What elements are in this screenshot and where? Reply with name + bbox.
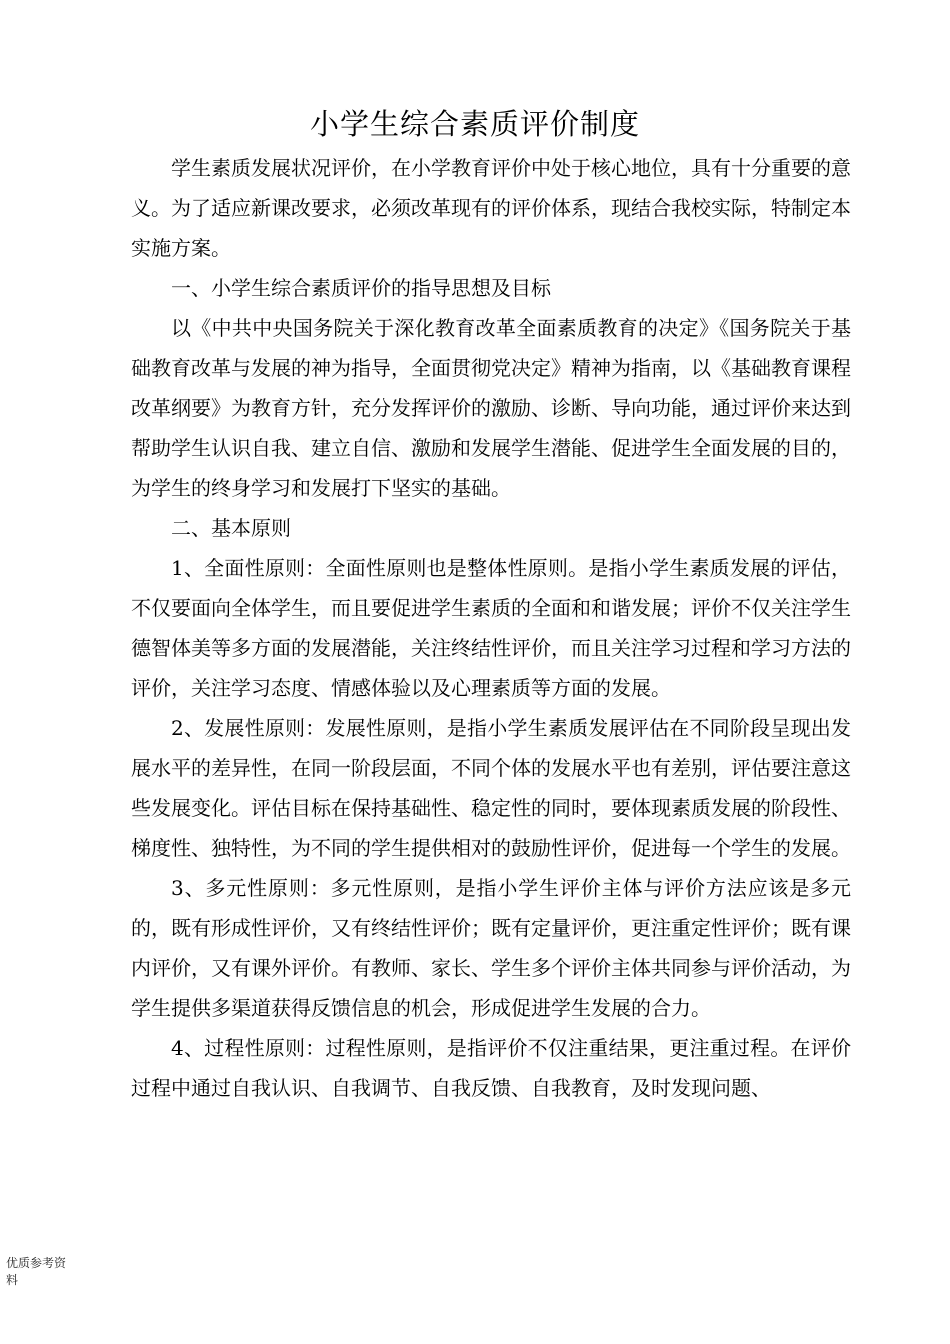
- intro-paragraph: 学生素质发展状况评价，在小学教育评价中处于核心地位，具有十分重要的意义。为了适应新课改要求，必须改革现有的评价体系，现结合我校实际，特制定本实施方案。: [131, 156, 851, 260]
- footer-line-1: 优质参考资: [6, 1256, 67, 1270]
- footer-line-2: 料: [6, 1273, 19, 1287]
- section-heading-2: 二、基本原则: [171, 516, 291, 540]
- document-title: 小学生综合素质评价制度: [309, 107, 640, 141]
- footer-note: [6, 1255, 78, 1289]
- principle-comprehensive-paragraph: 1、全面性原则：全面性原则也是整体性原则。是指小学生素质发展的评估，不仅要面向全体学生，而且要促进学生素质的全面和和谐发展；评价不仅关注学生德智体美等多方面的发展潜能，关注终结性评价，而且关注学习过程和学习方法的评价，关注学习态度、情感体验以及心理素质等方面的发展。: [131, 556, 851, 700]
- principle-process-paragraph: 4、过程性原则：过程性原则，是指评价不仅注重结果，更注重过程。在评价过程中通过自我认识、自我调节、自我反馈、自我教育，及时发现问题、: [131, 1036, 851, 1100]
- principle-pluralistic-paragraph: 3、多元性原则：多元性原则，是指小学生评价主体与评价方法应该是多元的，既有形成性评价，又有终结性评价；既有定量评价，更注重定性评价；既有课内评价，又有课外评价。有教师、家长、学生多个评价主体共同参与评价活动，为学生提供多渠道获得反馈信息的机会，形成促进学生发展的合力。: [131, 876, 851, 1020]
- guiding-ideology-paragraph: 以《中共中央国务院关于深化教育改革全面素质教育的决定》《国务院关于基础教育改革与发展的神为指导，全面贯彻党决定》精神为指南，以《基础教育课程改革纲要》为教育方针，充分发挥评价的激励、诊断、导向功能，通过评价来达到帮助学生认识自我、建立自信、激励和发展学生潜能、促进学生全面发展的目的，为学生的终身学习和发展打下坚实的基础。: [131, 316, 851, 500]
- principle-developmental-paragraph: 2、发展性原则：发展性原则，是指小学生素质发展评估在不同阶段呈现出发展水平的差异性，在同一阶段层面，不同个体的发展水平也有差别，评估要注意这些发展变化。评估目标在保持基础性、稳定性的同时，要体现素质发展的阶段性、梯度性、独特性，为不同的学生提供相对的鼓励性评价，促进每一个学生的发展。: [131, 716, 851, 860]
- document-body: [131, 148, 851, 1108]
- section-heading-1: 一、小学生综合素质评价的指导思想及目标: [171, 276, 551, 300]
